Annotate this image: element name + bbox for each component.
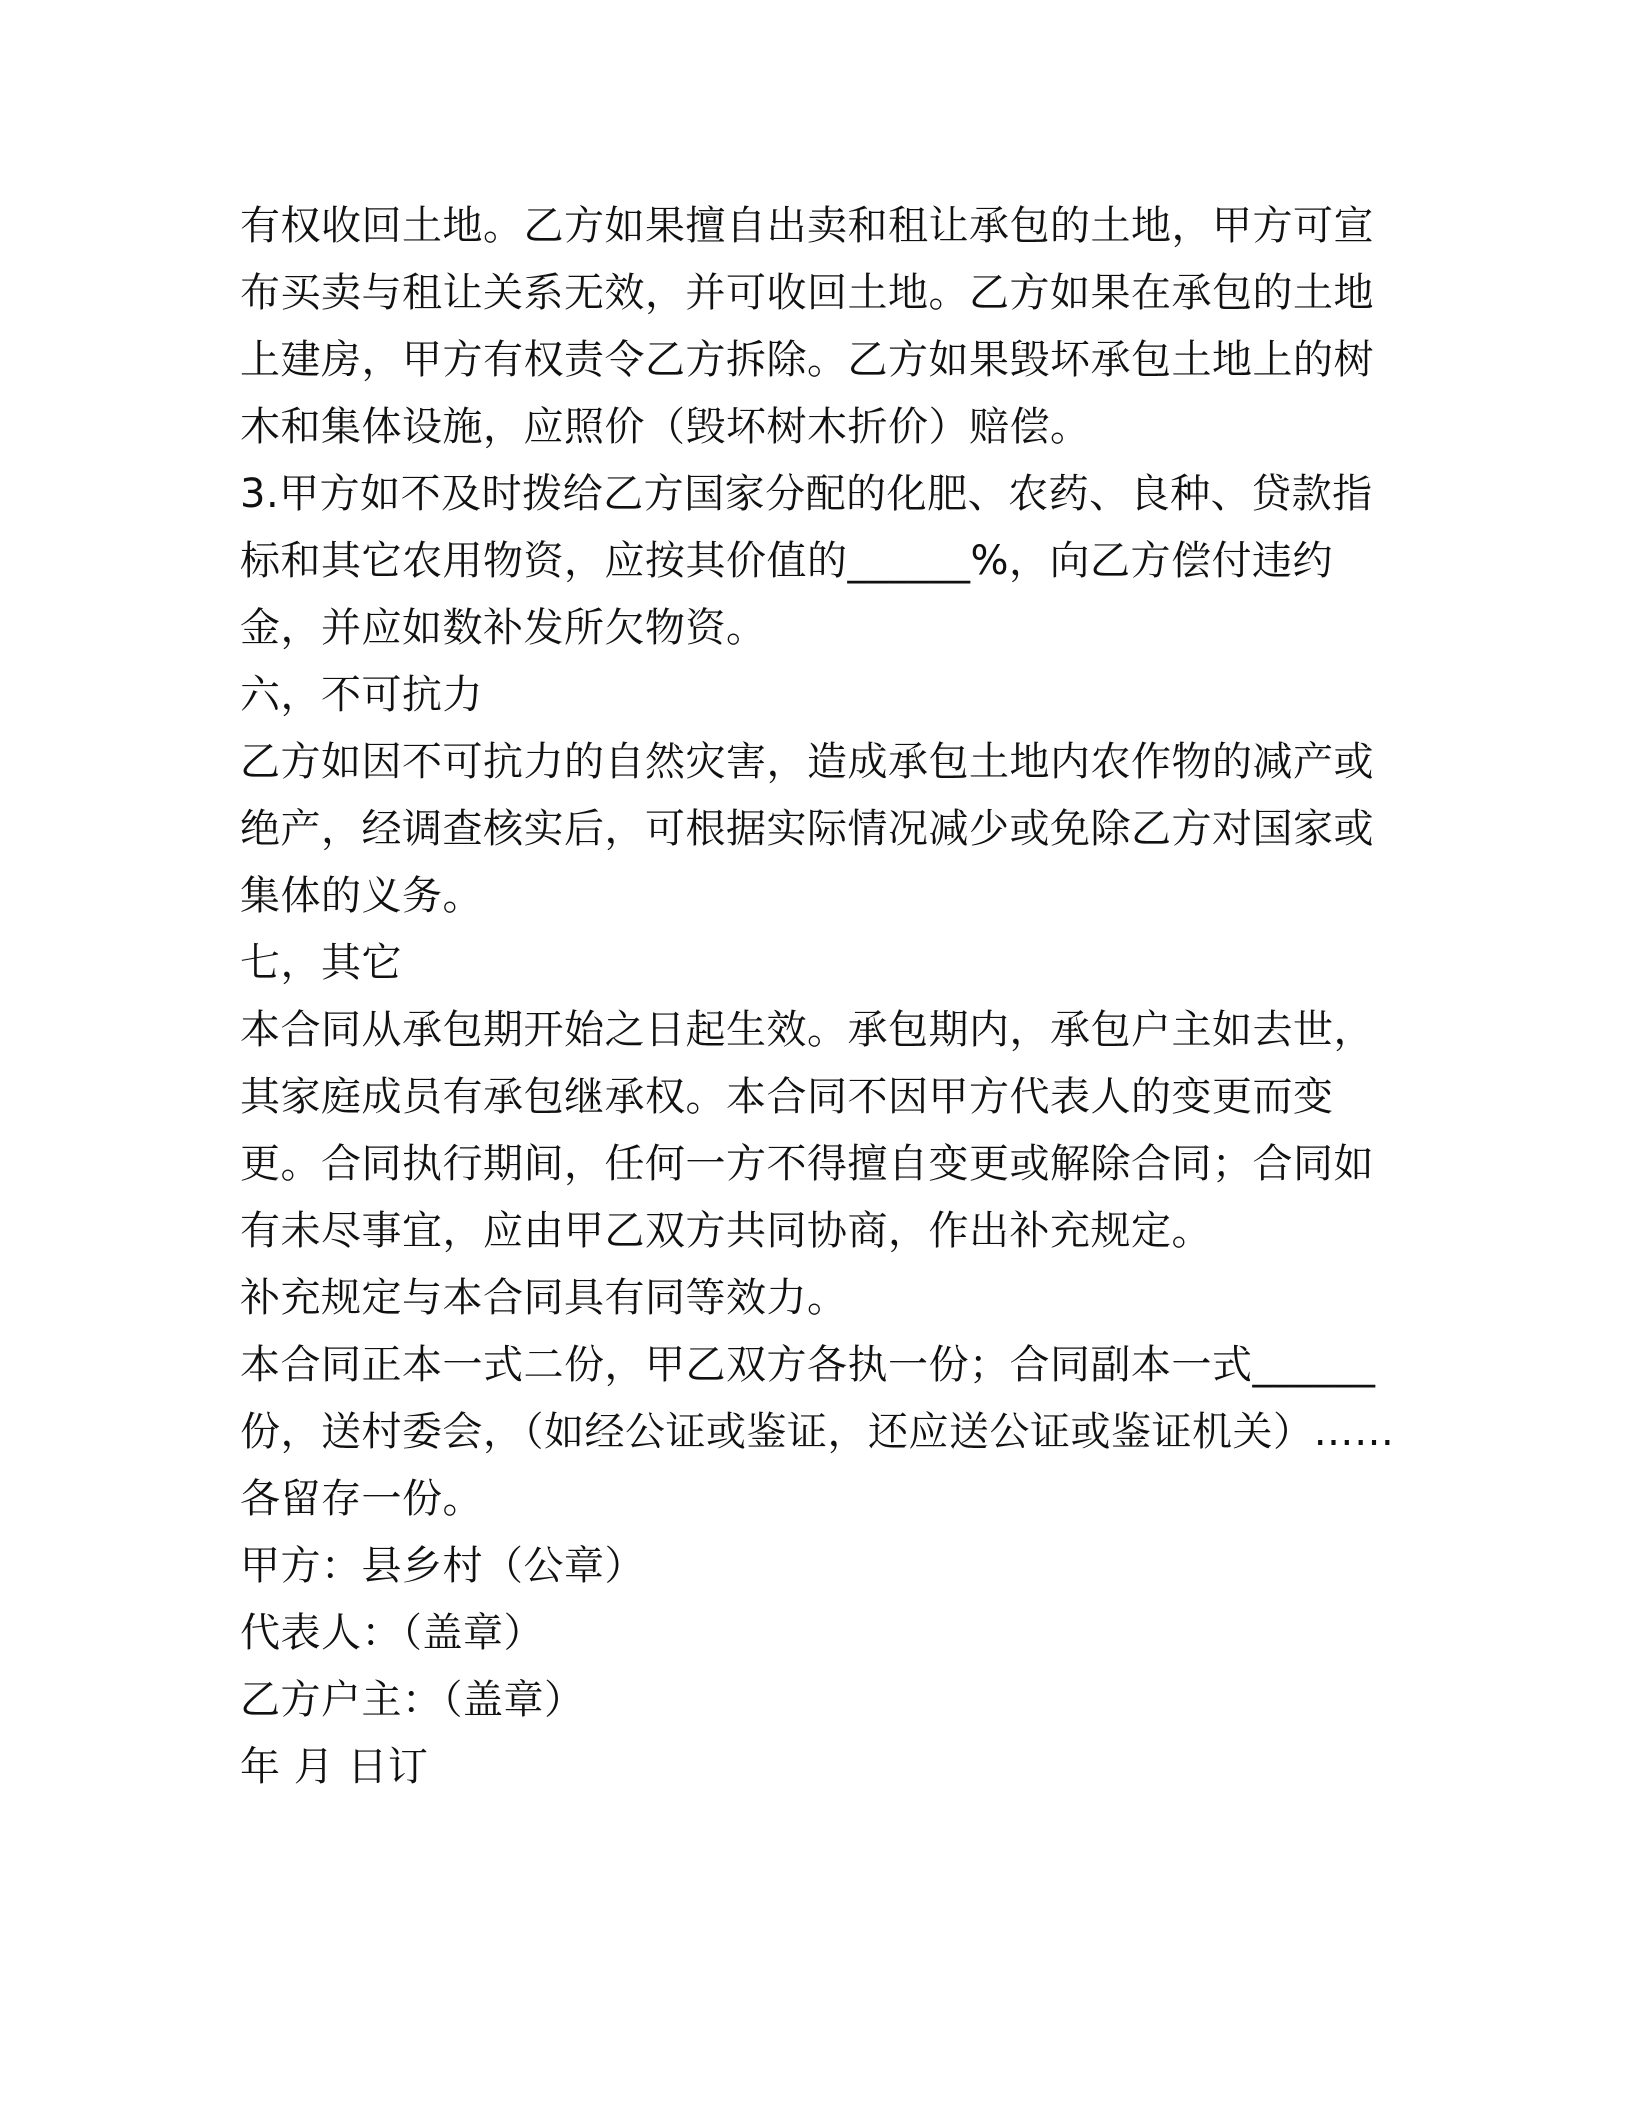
date-line: 年 月 日订 bbox=[240, 1744, 429, 1790]
party-a-signature-line: 甲方：县乡村（公章） bbox=[240, 1543, 645, 1589]
section-7-heading: 七，其它 bbox=[240, 940, 402, 986]
force-majeure-paragraph: 乙方如因不可抗力的自然灾害，造成承包土地内农作物的减产或绝产，经调查核实后，可根据实际情况减少或免除乙方对国家或集体的义务。 bbox=[240, 739, 1374, 919]
representative-signature-line: 代表人：（盖章） bbox=[240, 1610, 544, 1656]
copies-paragraph: 本合同正本一式二份，甲乙双方各执一份；合同副本一式______份，送村委会，（如经公证或鉴证，还应送公证或鉴证机关）……各留存一份。 bbox=[240, 1342, 1395, 1522]
party-b-signature-line: 乙方户主：（盖章） bbox=[240, 1677, 585, 1723]
clause-3-supply-penalty-paragraph: 3.甲方如不及时拨给乙方国家分配的化肥、农药、良种、贷款指标和其它农用物资，应按其价值的______%，向乙方偿付违约金，并应如数补发所欠物资。 bbox=[240, 471, 1373, 651]
supplement-validity-paragraph: 补充规定与本合同具有同等效力。 bbox=[240, 1275, 848, 1321]
section-6-heading: 六，不可抗力 bbox=[240, 672, 483, 718]
document-body bbox=[240, 193, 1400, 1801]
clause-land-reclaim-paragraph: 有权收回土地。乙方如果擅自出卖和租让承包的土地，甲方可宣布买卖与租让关系无效，并可收回土地。乙方如果在承包的土地上建房，甲方有权责令乙方拆除。乙方如果毁坏承包土地上的树木和集体设施，应照价（毁坏树木折价）赔偿。 bbox=[240, 203, 1374, 450]
effectiveness-paragraph: 本合同从承包期开始之日起生效。承包期内，承包户主如去世，其家庭成员有承包继承权。本合同不因甲方代表人的变更而变更。合同执行期间，任何一方不得擅自变更或解除合同；合同如有未尽事宜，应由甲乙双方共同协商，作出补充规定。 bbox=[240, 1007, 1374, 1254]
